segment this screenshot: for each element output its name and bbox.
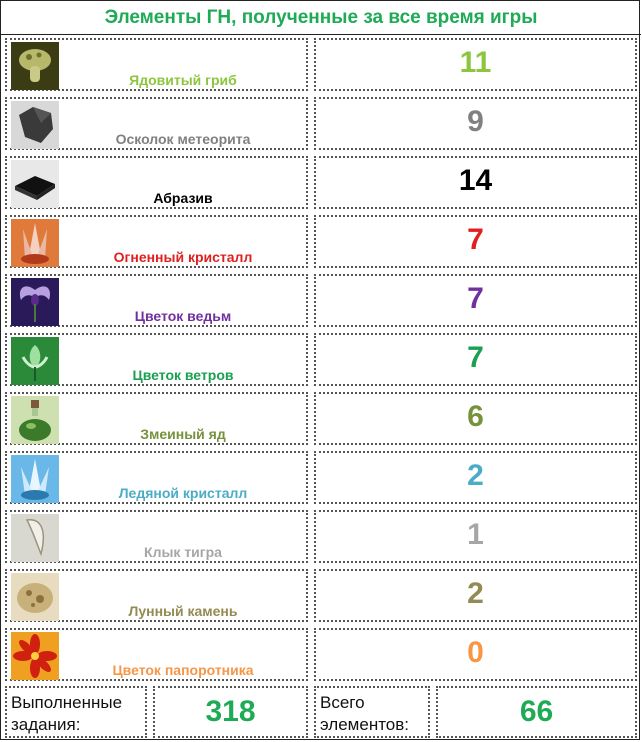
item-count: 2 — [467, 459, 484, 492]
item-name: Змеиный яд — [140, 426, 226, 442]
table-row — [1, 625, 641, 684]
count-cell — [314, 215, 637, 268]
item-count: 7 — [467, 282, 484, 315]
abrasive-icon — [11, 160, 59, 208]
item-name: Ядовитый гриб — [129, 72, 237, 88]
item-cell — [5, 156, 308, 209]
count-cell — [314, 333, 637, 386]
item-name: Осколок метеорита — [115, 131, 251, 147]
witch-flower-icon — [11, 278, 59, 326]
item-name: Цветок ветров — [132, 367, 234, 383]
item-count: 6 — [467, 400, 484, 433]
item-cell — [5, 274, 308, 327]
table-row — [1, 153, 641, 212]
item-name: Клык тигра — [144, 544, 222, 560]
elements-label-line2: элементов: — [320, 715, 410, 734]
item-count: 1 — [467, 518, 484, 551]
item-name: Цветок папоротника — [112, 662, 254, 678]
item-cell — [5, 510, 308, 563]
table-row — [1, 389, 641, 448]
table-row — [1, 212, 641, 271]
summary-row — [1, 683, 641, 741]
count-cell — [314, 628, 637, 681]
item-name: Огненный кристалл — [113, 249, 253, 265]
elements-value: 66 — [519, 695, 554, 728]
item-count: 14 — [458, 164, 493, 197]
item-count: 7 — [467, 341, 484, 374]
item-cell — [5, 38, 308, 91]
count-cell — [314, 451, 637, 504]
item-count: 9 — [467, 105, 484, 138]
tiger-fang-icon — [11, 514, 59, 562]
table-row — [1, 507, 641, 566]
moonstone-icon — [11, 573, 59, 621]
elements-label-cell — [314, 686, 430, 738]
tasks-value-cell — [153, 686, 308, 738]
tasks-label-line1: Выполненные — [11, 693, 123, 712]
elements-label — [320, 692, 409, 736]
count-cell — [314, 156, 637, 209]
item-cell — [5, 628, 308, 681]
count-cell — [314, 97, 637, 150]
tasks-value: 318 — [205, 695, 256, 728]
table-row — [1, 271, 641, 330]
ice-crystal-icon — [11, 455, 59, 503]
item-name: Цветок ведьм — [134, 308, 232, 324]
item-cell — [5, 392, 308, 445]
table-row — [1, 330, 641, 389]
item-cell — [5, 215, 308, 268]
fire-crystal-icon — [11, 219, 59, 267]
item-cell — [5, 569, 308, 622]
wind-flower-icon — [11, 337, 59, 385]
item-count: 2 — [467, 577, 484, 610]
tasks-label-cell — [5, 686, 147, 738]
item-count: 0 — [467, 636, 484, 669]
item-name: Лунный камень — [128, 603, 238, 619]
count-cell — [314, 392, 637, 445]
meteorite-shard-icon — [11, 101, 59, 149]
item-cell — [5, 97, 308, 150]
count-cell — [314, 510, 637, 563]
item-name: Ледяной кристалл — [118, 485, 248, 501]
count-cell — [314, 274, 637, 327]
elements-value-cell — [436, 686, 637, 738]
table-row — [1, 35, 641, 94]
table-row — [1, 448, 641, 507]
count-cell — [314, 38, 637, 91]
item-cell — [5, 333, 308, 386]
fern-flower-icon — [11, 632, 59, 680]
item-count: 7 — [467, 223, 484, 256]
table-row — [1, 94, 641, 153]
table-title: Элементы ГН, полученные за все время игры — [1, 1, 641, 35]
item-name: Абразив — [153, 190, 213, 206]
elements-label-line1: Всего — [320, 693, 365, 712]
snake-venom-icon — [11, 396, 59, 444]
tasks-label — [11, 692, 122, 736]
table-row — [1, 566, 641, 625]
item-cell — [5, 451, 308, 504]
count-cell — [314, 569, 637, 622]
item-count: 11 — [459, 46, 492, 79]
tasks-label-line2: задания: — [11, 715, 81, 734]
mushroom-icon — [11, 42, 59, 90]
